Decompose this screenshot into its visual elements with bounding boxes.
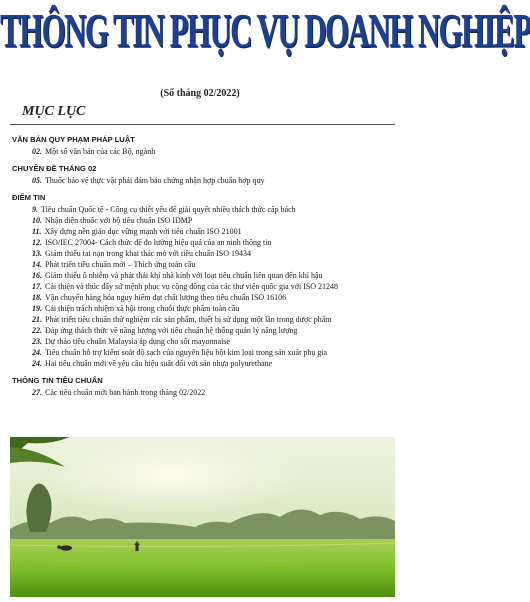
toc-entry-title: Vận chuyển hàng hóa nguy hiểm đạt chất lượng theo tiêu chuẩn ISO 16106 bbox=[45, 293, 287, 302]
issue-label: (Số tháng 02/2022) bbox=[160, 88, 240, 99]
toc-section-heading: CHUYÊN ĐỀ THÁNG 02 bbox=[12, 164, 97, 173]
toc-entry[interactable] bbox=[12, 259, 394, 270]
toc-entry[interactable] bbox=[12, 270, 394, 281]
toc-entry-page: 17. bbox=[32, 282, 42, 291]
toc-entry[interactable] bbox=[12, 226, 394, 237]
toc-entry-title: Cải thiện và thúc đẩy sứ mệnh phục vụ cộng đồng của các thư viện quốc gia với ISO 21248 bbox=[45, 282, 339, 291]
toc-entry-title: Phát triển tiêu chuẩn thử nghiệm các sản phẩm, thiết bị sử dụng một lần trong dược phẩm bbox=[45, 315, 332, 324]
toc-entry-page: 19. bbox=[32, 304, 42, 313]
toc-entry-title: Hai tiêu chuẩn mới về yêu cầu hiệu suất đối với sản nhựa polyurethane bbox=[45, 359, 273, 368]
toc-entry[interactable] bbox=[12, 146, 394, 157]
toc-section-heading: ĐIỂM TIN bbox=[12, 193, 46, 202]
toc-entry-title: Giảm thiểu ô nhiễm và phát thải khí nhà kính với loạt tiêu chuẩn liên quan đến khí hậu bbox=[45, 271, 323, 280]
toc-entry[interactable] bbox=[12, 215, 394, 226]
toc-entry-title: Phát triển tiêu chuẩn mới – Thích ứng toàn cầu bbox=[45, 260, 196, 269]
toc-entry-page: 22. bbox=[32, 326, 42, 335]
toc-entry[interactable] bbox=[12, 336, 394, 347]
table-of-contents bbox=[12, 134, 394, 398]
rice-field-photo bbox=[10, 437, 395, 597]
toc-entry[interactable] bbox=[12, 281, 394, 292]
toc-entry-title: Nhận diện thuốc với bộ tiêu chuẩn ISO IDMP bbox=[45, 216, 193, 225]
toc-entry[interactable] bbox=[12, 248, 394, 259]
toc-entry-title: Tiêu chuẩn hỗ trợ kiểm soát độ sạch của nguyên liệu bột kim loại trong sản xuất phụ gia bbox=[45, 348, 328, 357]
newsletter-title: THÔNG TIN PHỤC VỤ DOANH NGHIỆP bbox=[0, 2, 530, 58]
toc-entry[interactable] bbox=[12, 325, 394, 336]
toc-entry-title: Một số văn bản của các Bộ, ngành bbox=[45, 147, 156, 156]
toc-entry-page: 24. bbox=[32, 359, 42, 368]
toc-entry-page: 05. bbox=[32, 176, 42, 185]
toc-entry-page: 12. bbox=[32, 238, 42, 247]
toc-title: MỤC LỤC bbox=[22, 104, 86, 119]
toc-entry[interactable] bbox=[12, 314, 394, 325]
toc-entry-page: 16. bbox=[32, 271, 42, 280]
toc-entry[interactable] bbox=[12, 358, 394, 369]
rice-field-illustration bbox=[10, 437, 395, 597]
toc-entry[interactable] bbox=[12, 204, 394, 215]
toc-entry-title: Dự thảo tiêu chuẩn Malaysia áp dụng cho sốt mayonnaise bbox=[45, 337, 230, 346]
toc-entry-title: Giảm thiểu tai nạn trong khai thác mỏ với tiêu chuẩn ISO 19434 bbox=[45, 249, 251, 258]
toc-entry-page: 10. bbox=[32, 216, 42, 225]
toc-section-heading: THÔNG TIN TIÊU CHUẨN bbox=[12, 376, 103, 385]
toc-entry-title: Thuốc bảo vệ thực vật phải đảm bảo chứng nhận hợp chuẩn hợp quy bbox=[45, 176, 265, 185]
toc-entry-page: 21. bbox=[32, 315, 42, 324]
toc-entry-page: 02. bbox=[32, 147, 42, 156]
toc-entry[interactable] bbox=[12, 292, 394, 303]
toc-entry-title: ISO/IEC 27004- Cách thức để đo lường hiệu quả của an ninh thông tin bbox=[45, 238, 272, 247]
toc-entry-page: 9. bbox=[32, 205, 38, 214]
toc-entry[interactable] bbox=[12, 387, 394, 398]
toc-entry[interactable] bbox=[12, 303, 394, 314]
toc-entry-title: Đáp ứng thách thức về năng lượng với tiêu chuẩn hệ thống quản lý năng lượng bbox=[45, 326, 298, 335]
toc-entry-title: Xây dựng nền giáo dục vững mạnh với tiêu chuẩn ISO 21001 bbox=[44, 227, 242, 236]
toc-entry-page: 14. bbox=[32, 260, 42, 269]
toc-entry[interactable] bbox=[12, 347, 394, 358]
toc-entry-title: Cải thiện trách nhiệm xã hội trong chuỗi thực phẩm toàn cầu bbox=[45, 304, 240, 313]
toc-entry-title: Tiêu chuẩn Quốc tế - Công cụ thiết yếu để giải quyết nhiều thách thức cấp bách bbox=[41, 205, 296, 214]
toc-entry-page: 13. bbox=[32, 249, 42, 258]
toc-entry-page: 24. bbox=[32, 348, 42, 357]
toc-divider bbox=[10, 124, 395, 125]
toc-entry-title: Các tiêu chuẩn mới ban hành trong tháng 02/2022 bbox=[45, 388, 206, 397]
toc-entry[interactable] bbox=[12, 175, 394, 186]
toc-entry[interactable] bbox=[12, 237, 394, 248]
toc-entry-page: 27. bbox=[32, 388, 42, 397]
toc-section-heading: VĂN BẢN QUY PHẠM PHÁP LUẬT bbox=[12, 135, 135, 144]
toc-entry-page: 23. bbox=[32, 337, 42, 346]
toc-entry-page: 11. bbox=[32, 227, 42, 236]
toc-entry-page: 18. bbox=[32, 293, 42, 302]
